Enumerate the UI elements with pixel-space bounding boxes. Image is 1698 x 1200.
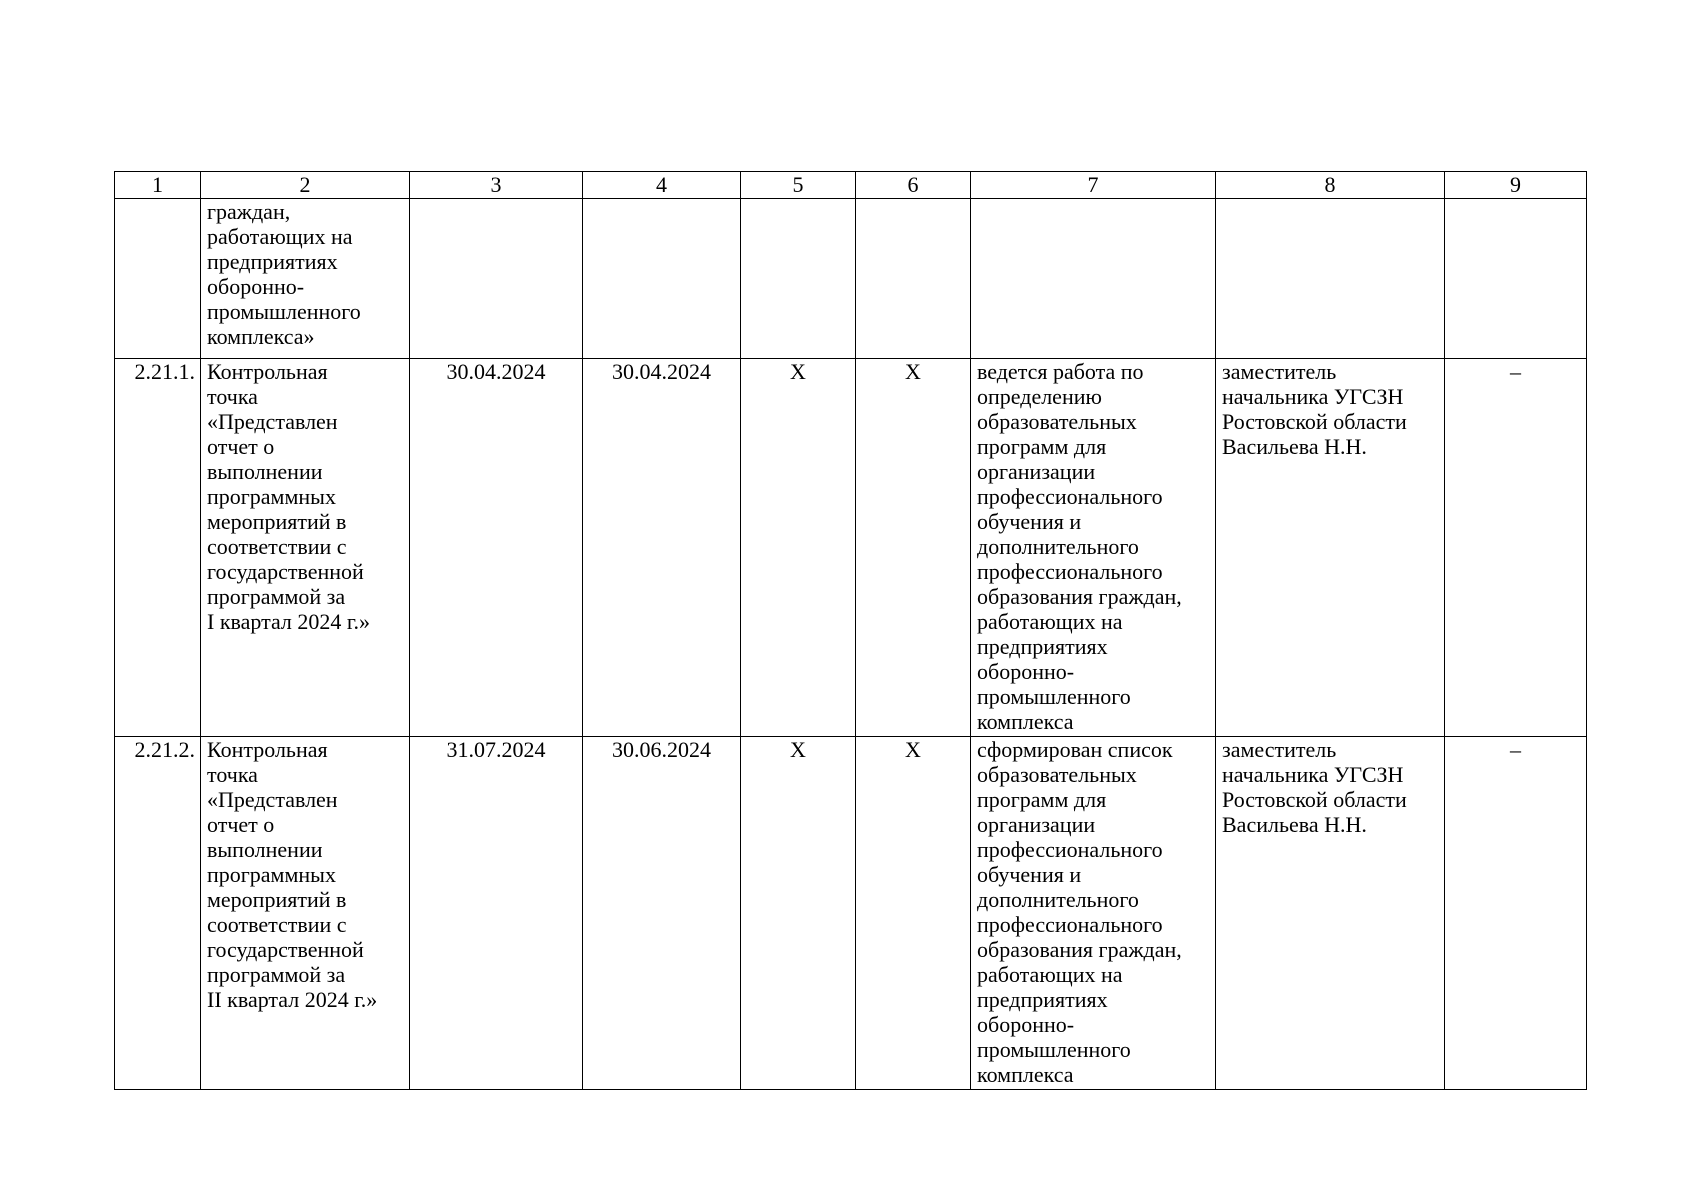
column-5-cell: Х (741, 359, 856, 737)
column-9-cell: – (1445, 737, 1587, 1090)
report-table (114, 171, 1587, 1090)
column-number-row (115, 172, 1587, 199)
result-description-cell (971, 199, 1216, 359)
responsible-person-cell (1216, 199, 1445, 359)
item-name-cell: Контрольная точка «Представлен отчет о выполнении программных мероприятий в соответствии с государственной программой за I квартал 2024 г.» (201, 359, 410, 737)
actual-date-cell: 30.06.2024 (583, 737, 741, 1090)
plan-date-cell: 30.04.2024 (410, 359, 583, 737)
plan-date-cell: 31.07.2024 (410, 737, 583, 1090)
column-6-cell: Х (856, 737, 971, 1090)
column-number-4: 4 (583, 172, 741, 199)
column-6-cell (856, 199, 971, 359)
column-9-cell (1445, 199, 1587, 359)
column-number-7: 7 (971, 172, 1216, 199)
plan-date-cell (410, 199, 583, 359)
column-5-cell: Х (741, 737, 856, 1090)
result-description-cell: ведется работа по определению образовательных программ для организации профессионального обучения и дополнительного профессионального образования граждан, работающих на предприятиях оборонно- промышленного комплекса (971, 359, 1216, 737)
row-number-cell: 2.21.2. (115, 737, 201, 1090)
row-number-cell (115, 199, 201, 359)
column-number-9: 9 (1445, 172, 1587, 199)
column-6-cell: Х (856, 359, 971, 737)
item-name-cell: граждан, работающих на предприятиях оборонно- промышленного комплекса» (201, 199, 410, 359)
item-name-cell: Контрольная точка «Представлен отчет о выполнении программных мероприятий в соответствии с государственной программой за II квартал 2024 г.» (201, 737, 410, 1090)
row-number-cell: 2.21.1. (115, 359, 201, 737)
column-number-5: 5 (741, 172, 856, 199)
result-description-cell: сформирован список образовательных программ для организации профессионального обучения и дополнительного профессионального образования граждан, работающих на предприятиях оборонно- промышленного комплекса (971, 737, 1216, 1090)
column-9-cell: – (1445, 359, 1587, 737)
responsible-person-cell: заместитель начальника УГСЗН Ростовской области Васильева Н.Н. (1216, 359, 1445, 737)
table-row-2-21-2 (115, 737, 1587, 1090)
column-number-1: 1 (115, 172, 201, 199)
actual-date-cell (583, 199, 741, 359)
column-number-6: 6 (856, 172, 971, 199)
column-5-cell (741, 199, 856, 359)
responsible-person-cell: заместитель начальника УГСЗН Ростовской области Васильева Н.Н. (1216, 737, 1445, 1090)
column-number-8: 8 (1216, 172, 1445, 199)
actual-date-cell: 30.04.2024 (583, 359, 741, 737)
table-row-2-21-1 (115, 359, 1587, 737)
column-number-3: 3 (410, 172, 583, 199)
table-row-continued (115, 199, 1587, 359)
column-number-2: 2 (201, 172, 410, 199)
